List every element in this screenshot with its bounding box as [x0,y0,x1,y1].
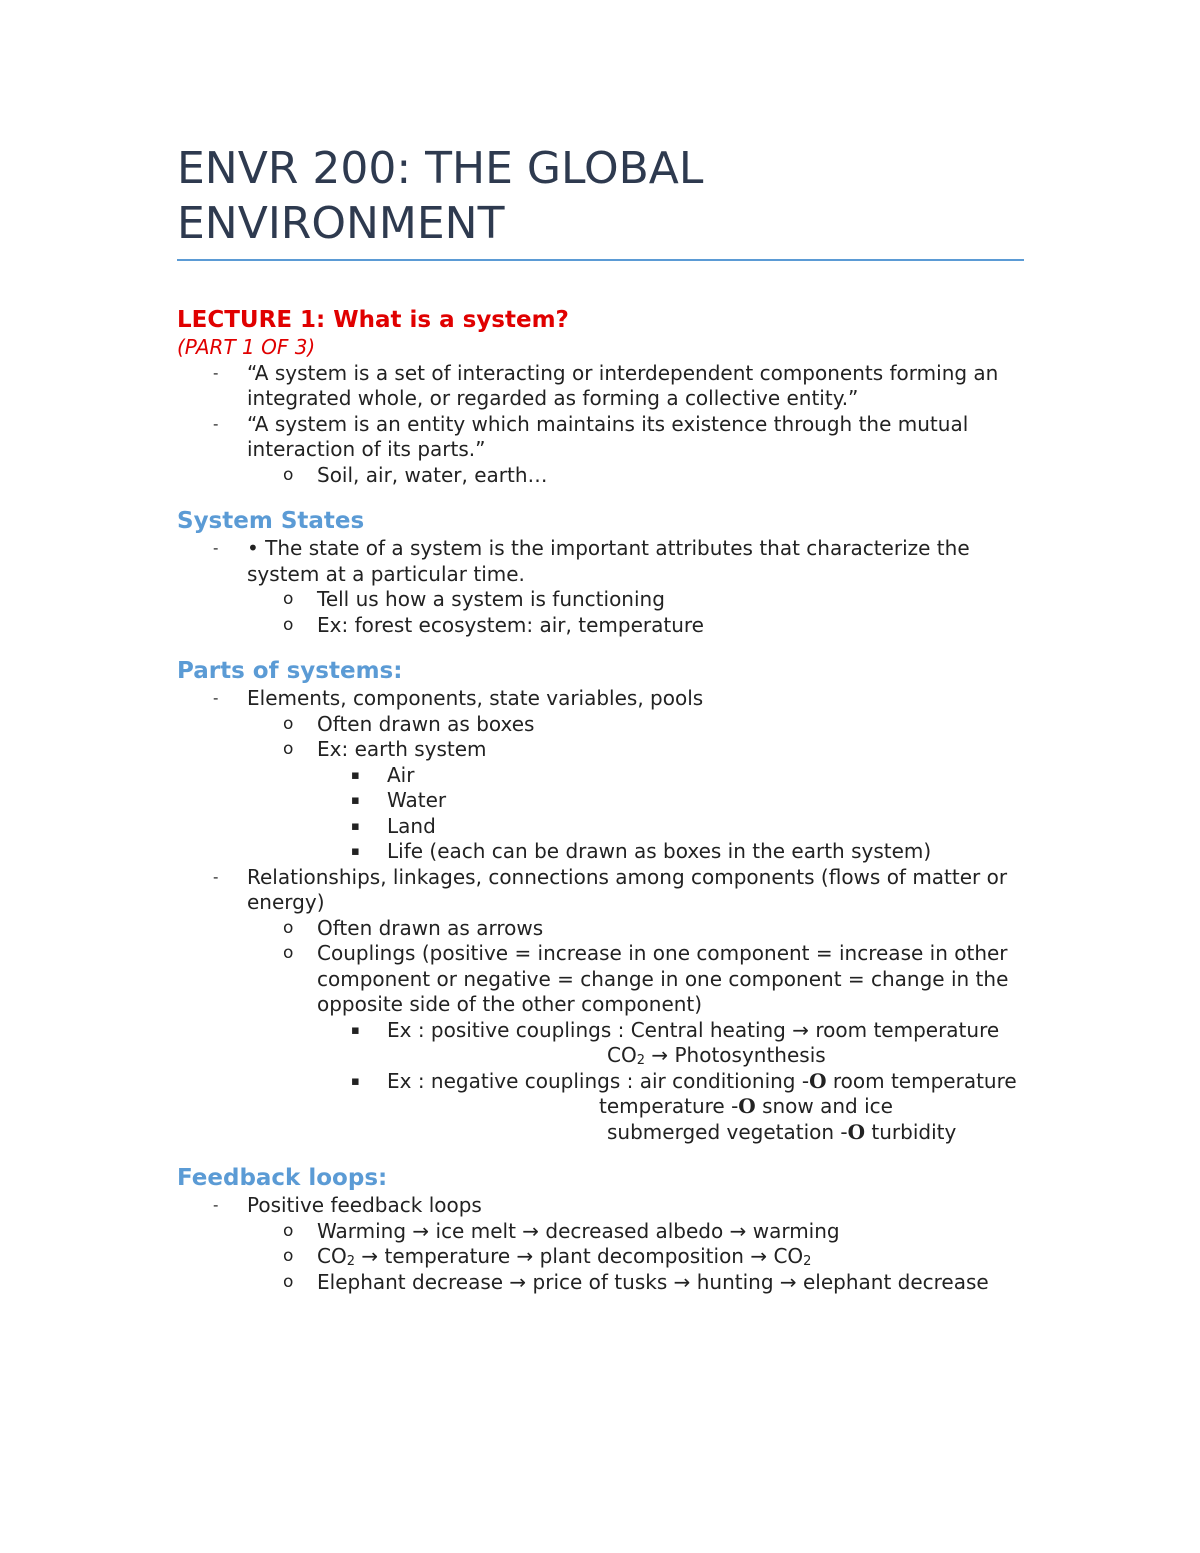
elements-sub-item: Ex: earth system [317,737,487,761]
feedback-loop-1: Warming → ice melt → decreased albedo → warming [317,1218,840,1243]
relationships-item: Relationships, linkages, connections among components (flows of matter or energy) [247,864,1008,914]
states-definition: • The state of a system is the important attributes that characterize the system at a particular time. [247,536,970,586]
definition-2-example: Soil, air, water, earth… [317,462,548,487]
relationships-sub-item: Often drawn as arrows [317,915,544,940]
list-item [177,1244,1037,1270]
lecture-heading: LECTURE 1: What is a system? [177,307,569,333]
negative-coupling-symbol: O [847,1119,866,1144]
circle-bullet: o [283,1246,294,1266]
dash-bullet: - [213,414,219,433]
negative-coupling-example-3 [177,1120,1037,1146]
list-item [177,587,1037,613]
definition-list [177,361,1037,489]
feedback-loop-2 [317,1244,811,1268]
circle-bullet: o [283,464,294,485]
definition-1: “A system is a set of interacting or interdependent components forming an integrated whole, or regarded as forming a collective entity.” [247,360,999,410]
list-item [177,737,1037,763]
subscript: 2 [803,1254,812,1269]
page-title: ENVR 200: THE GLOBAL ENVIRONMENT [177,143,704,249]
earth-item: Air [387,762,415,787]
elements-item: Elements, components, state variables, pools [247,686,704,710]
circle-bullet: o [283,917,294,938]
feedback-list [177,1193,1037,1295]
list-item [177,1270,1037,1296]
positive-feedback-item: Positive feedback loops [247,1193,482,1217]
square-bullet: ▪ [351,844,360,859]
list-item [177,412,1037,463]
list-item [177,941,1037,1018]
parts-heading: Parts of systems: [177,658,403,684]
square-bullet: ▪ [351,1022,360,1038]
circle-bullet: o [283,1220,294,1241]
list-item [177,536,1037,587]
title-underline [177,259,1024,261]
subscript: 2 [346,1254,355,1269]
list-item [177,814,1037,840]
list-item [177,1018,1037,1044]
part-label: (PART 1 OF 3) [177,335,316,359]
dash-bullet: - [213,689,219,707]
circle-bullet: o [283,739,294,759]
circle-bullet: o [283,943,294,963]
negative-coupling-example-2 [177,1094,1037,1120]
circle-bullet: o [283,713,294,734]
list-item [177,613,1037,639]
negative-target: snow and ice [755,1094,893,1118]
definition-2: “A system is an entity which maintains its existence through the mutual interaction of its parts.” [247,411,969,461]
list-item [177,839,1037,865]
parts-list [177,686,1037,1145]
co2-text: CO [317,1244,347,1268]
earth-item: Land [387,813,436,838]
square-bullet: ▪ [351,767,360,783]
dash-bullet: - [213,539,219,557]
subscript: 2 [636,1053,645,1068]
negative-coupling-target: room temperature [826,1068,1017,1093]
negative-coupling-symbol: O [738,1094,756,1118]
list-item [177,788,1037,814]
negative-source: submerged vegetation - [607,1119,848,1144]
document-body [177,305,1037,1295]
dash-bullet: - [213,867,219,886]
circle-bullet: o [283,589,294,609]
photosynthesis-text: → Photosynthesis [645,1043,826,1067]
negative-source: temperature - [599,1094,739,1118]
list-item [177,686,1037,712]
circle-bullet: o [283,1271,294,1292]
list-item [177,763,1037,789]
list-item [177,916,1037,942]
square-bullet: ▪ [351,818,360,834]
negative-coupling-symbol: O [809,1068,827,1093]
list-item [177,1219,1037,1245]
square-bullet: ▪ [351,793,360,808]
loop-chain: → temperature → plant decomposition → CO [355,1244,804,1268]
feedback-loop-3: Elephant decrease → price of tusks → hunting → elephant decrease [317,1269,989,1294]
system-states-heading: System States [177,508,365,534]
list-item [177,1069,1037,1095]
co2-text: CO [607,1043,637,1067]
earth-item: Water [387,788,447,812]
negative-target: turbidity [865,1119,957,1144]
dash-bullet: - [213,1196,219,1214]
circle-bullet: o [283,614,294,635]
dash-bullet: - [213,363,219,382]
feedback-heading: Feedback loops: [177,1165,388,1191]
positive-coupling-example: Ex : positive couplings : Central heating → room temperature [387,1017,1000,1042]
list-item [177,865,1037,916]
square-bullet: ▪ [351,1073,360,1089]
list-item [177,712,1037,738]
list-item [177,361,1037,412]
elements-sub-item: Often drawn as boxes [317,711,535,736]
list-item [177,463,1037,489]
earth-item: Life (each can be drawn as boxes in the earth system) [387,839,932,863]
couplings-item: Couplings (positive = increase in one component = increase in other component or negative = change in one component = change in the opposite side of the other component) [317,941,1009,1016]
states-sub-item: Tell us how a system is functioning [317,587,665,611]
states-list [177,536,1037,638]
positive-coupling-example-2 [177,1043,1037,1069]
negative-coupling-example: Ex : negative couplings : air conditioning - [387,1068,810,1093]
list-item [177,1193,1037,1219]
states-sub-item: Ex: forest ecosystem: air, temperature [317,612,704,637]
